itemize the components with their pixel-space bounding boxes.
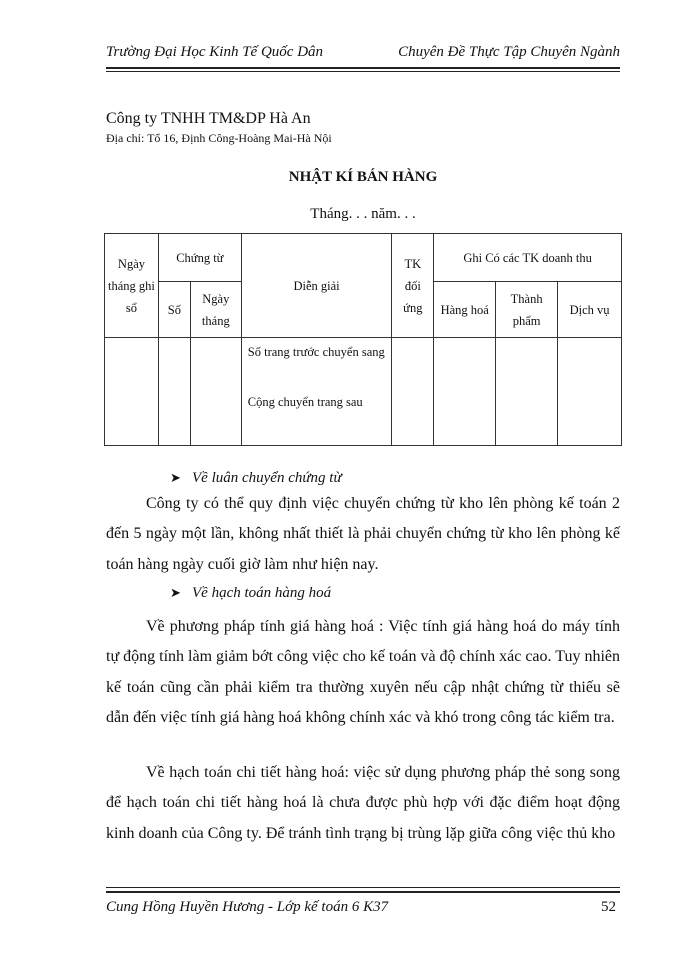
row-carry-next: Cộng chuyển trang sau — [247, 395, 363, 409]
paragraph-text: Về phương pháp tính giá hàng hoá : Việc tính giá hàng hoá do máy tính tự động tính làm giảm bớt công việc cho kế toán và độ chính xác cao. Tuy nhiên kế toán cũng cần phải kiểm tra thường xuyên nếu cập nhật chứng từ thiếu sẽ dẫn đến việc tính giá hàng hoá không chính xác và khó trong công tác kiểm tra. — [106, 618, 620, 727]
cell-date — [105, 338, 159, 446]
sales-journal-table — [104, 233, 622, 446]
paragraph-text: Công ty có thể quy định việc chuyển chứng từ kho lên phòng kế toán 2 đến 5 ngày một lần, không nhất thiết là phải chuyển chứng từ kho lên phòng kế toán hàng ngày cuối giờ làm như hiện nay. — [106, 495, 620, 573]
col-header-credit: Ghi Có các TK doanh thu — [434, 234, 622, 282]
col-header-services: Dịch vụ — [558, 282, 622, 338]
col-header-products: Thành phẩm — [496, 282, 558, 338]
section-heading-text: Về luân chuyển chứng từ — [192, 470, 342, 486]
cell-account — [392, 338, 434, 446]
footer-rule — [106, 891, 620, 893]
cell-description — [241, 338, 392, 446]
row-carried-forward: Số trang trước chuyển sang — [247, 345, 385, 359]
col-header-goods: Hàng hoá — [434, 282, 496, 338]
page-header — [106, 44, 620, 66]
table-row — [105, 338, 622, 446]
footer-author: Cung Hồng Huyền Hương - Lớp kế toán 6 K37 — [106, 899, 389, 915]
cell-services — [558, 338, 622, 446]
header-university: Trường Đại Học Kinh Tế Quốc Dân — [106, 44, 324, 60]
cell-products — [496, 338, 558, 446]
header-report-type: Chuyên Đề Thực Tập Chuyên Ngành — [398, 44, 620, 60]
company-address: Địa chỉ: Tổ 16, Định Công-Hoàng Mai-Hà Nội — [106, 131, 332, 145]
journal-period: Tháng. . . năm. . . — [310, 206, 416, 222]
col-header-description: Diễn giải — [241, 234, 392, 338]
col-header-voucher: Chứng từ — [158, 234, 241, 282]
header-rule — [106, 67, 620, 69]
journal-title: NHẬT KÍ BÁN HÀNG — [288, 169, 438, 185]
arrow-bullet-icon: ➤ — [170, 585, 181, 600]
cell-goods — [434, 338, 496, 446]
paragraph-pricing-method — [106, 612, 620, 734]
section-heading-text: Về hạch toán hàng hoá — [192, 585, 332, 601]
header-rule-thin — [106, 71, 620, 72]
cell-voucher-no — [158, 338, 190, 446]
col-header-voucher-no: Số — [158, 282, 190, 338]
arrow-bullet-icon: ➤ — [170, 470, 181, 485]
company-name: Công ty TNHH TM&DP Hà An — [106, 110, 311, 127]
footer-rule-thin — [106, 887, 620, 888]
col-header-date: Ngày tháng ghi sổ — [105, 234, 159, 338]
paragraph-text: Về hạch toán chi tiết hàng hoá: việc sử dụng phương pháp thẻ song song để hạch toán chi tiết hàng hoá là chưa được phù hợp với đặc điểm hoạt động kinh doanh của Công ty. Để tránh tình trạng bị trùng lặp giữa công việc thủ kho — [106, 764, 620, 842]
paragraph-detail-accounting — [106, 758, 620, 849]
section-heading-goods-accounting — [170, 585, 331, 602]
col-header-voucher-date: Ngày tháng — [190, 282, 241, 338]
section-heading-voucher-flow — [170, 470, 342, 487]
col-header-account: TK đối ứng — [392, 234, 434, 338]
page-number: 52 — [601, 899, 616, 915]
paragraph-voucher-flow — [106, 489, 620, 580]
cell-voucher-date — [190, 338, 241, 446]
